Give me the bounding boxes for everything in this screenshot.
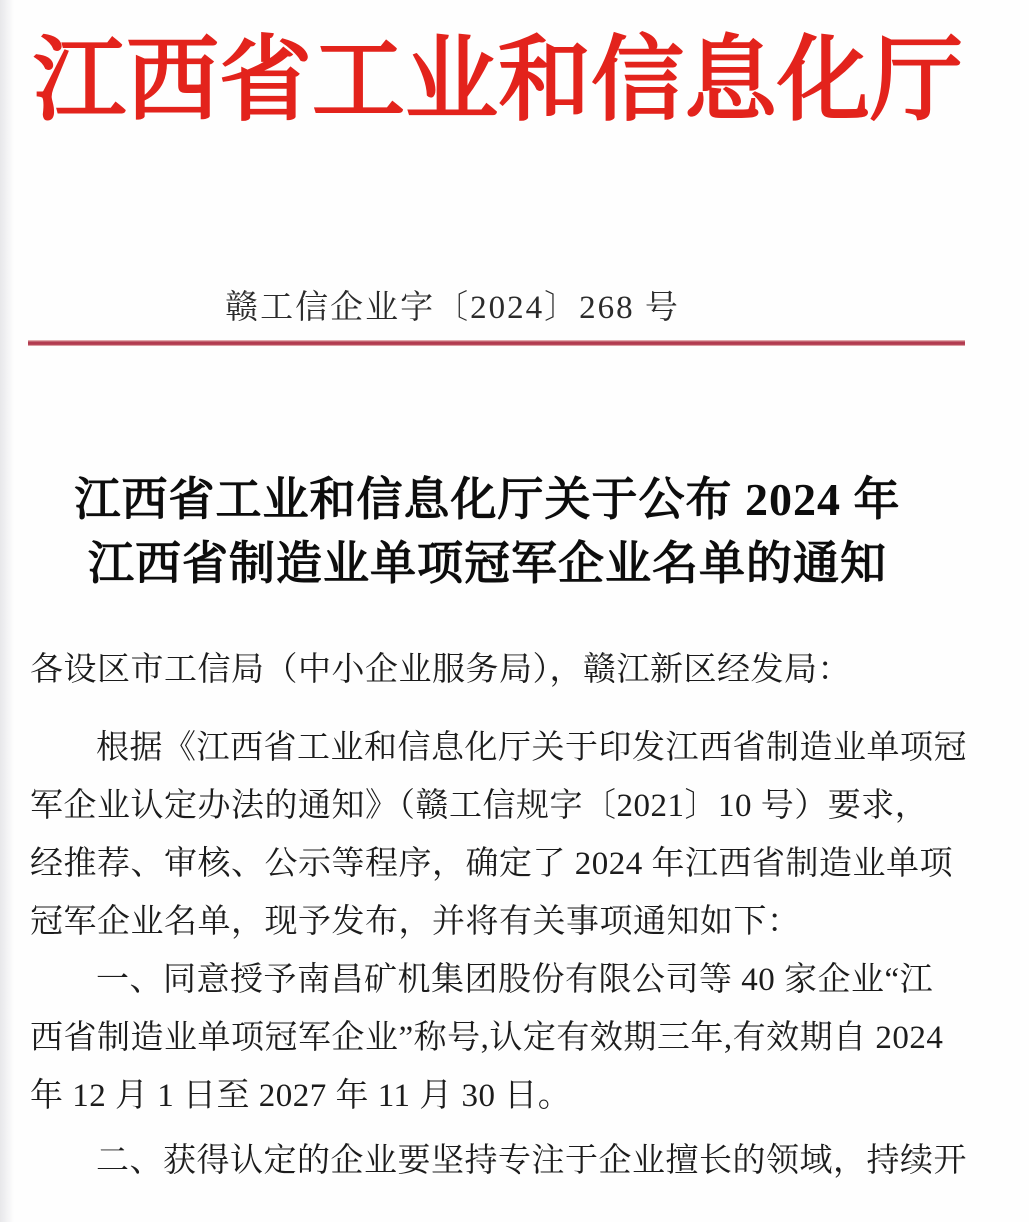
body-line: 根据《江西省工业和信息化厅关于印发江西省制造业单项冠 bbox=[96, 730, 967, 766]
agency-name-char: 省 bbox=[219, 30, 312, 133]
notice-title-line2: 江西省制造业单项冠军企业名单的通知 bbox=[88, 538, 887, 589]
body-line: 军企业认定办法的通知》（赣工信规字〔2021〕10 号）要求， bbox=[30, 788, 929, 824]
agency-name-char: 江 bbox=[33, 30, 126, 133]
body-line: 二、获得认定的企业要坚持专注于企业擅长的领域，持续开 bbox=[96, 1143, 967, 1179]
red-divider-line bbox=[28, 340, 965, 346]
scan-edge-shading bbox=[0, 0, 14, 1222]
body-line: 一、同意授予南昌矿机集团股份有限公司等 40 家企业“江 bbox=[96, 962, 934, 998]
notice-body bbox=[30, 641, 990, 1190]
notice-title bbox=[0, 468, 975, 596]
agency-name-char: 厅 bbox=[870, 30, 963, 133]
salutation-line: 各设区市工信局（中小企业服务局），赣江新区经发局： bbox=[30, 652, 851, 688]
notice-title-line1: 江西省工业和信息化厅关于公布 2024 年 bbox=[74, 474, 901, 525]
body-line: 经推荐、审核、公示等程序，确定了 2024 年江西省制造业单项 bbox=[30, 846, 953, 882]
agency-name-char: 息 bbox=[684, 30, 777, 133]
body-line: 冠军企业名单，现予发布，并将有关事项通知如下： bbox=[30, 904, 801, 940]
agency-name-header bbox=[33, 26, 963, 166]
doc-number: 赣工信企业字〔2024〕268 号 bbox=[225, 290, 680, 326]
agency-name-char: 工 bbox=[312, 30, 405, 133]
agency-name-char: 西 bbox=[126, 30, 219, 133]
agency-name-char: 业 bbox=[405, 30, 498, 133]
body-line: 西省制造业单项冠军企业”称号,认定有效期三年,有效期自 2024 bbox=[30, 1020, 944, 1056]
agency-name-char: 信 bbox=[591, 30, 684, 133]
agency-name-char: 和 bbox=[498, 30, 591, 133]
body-line: 年 12 月 1 日至 2027 年 11 月 30 日。 bbox=[30, 1078, 572, 1114]
agency-name-char: 化 bbox=[777, 30, 870, 133]
